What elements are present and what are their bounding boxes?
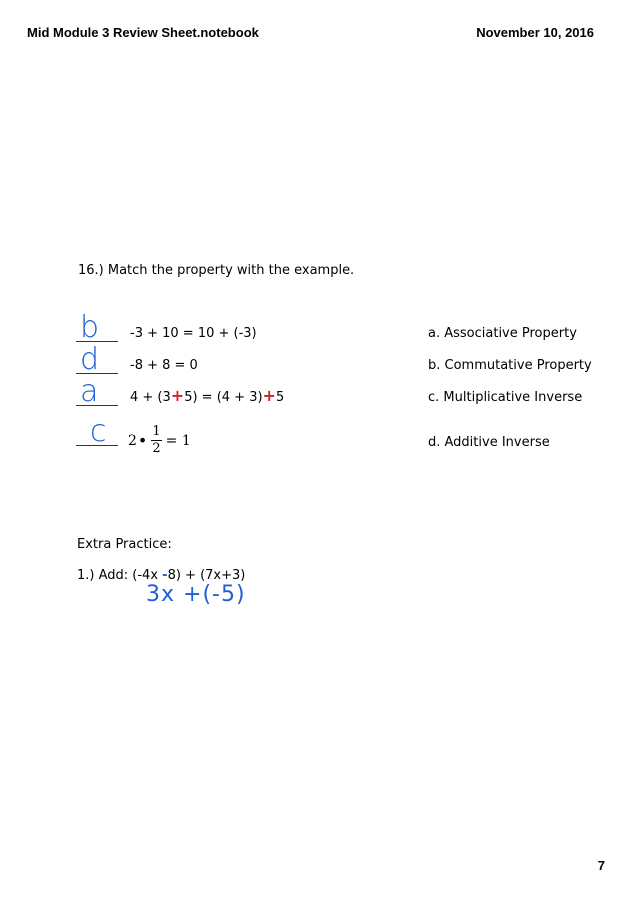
example-segment: 4 + (3 [130, 390, 171, 405]
dot-operator: • [137, 431, 148, 450]
example-text: -8 + 8 = 0 [130, 358, 198, 373]
document-title: Mid Module 3 Review Sheet.notebook [27, 25, 259, 40]
match-row [76, 342, 596, 377]
property-option: c. Multiplicative Inverse [428, 390, 583, 405]
handwritten-solution: 3x +(-5) [146, 582, 246, 607]
property-option: a. Associative Property [428, 326, 577, 341]
example-segment: 5) = (4 + 3) [184, 390, 263, 405]
match-row [76, 374, 596, 409]
question-prompt: 16.) Match the property with the example. [78, 263, 355, 278]
handwritten-answer: b [80, 310, 100, 345]
property-option: d. Additive Inverse [428, 435, 550, 450]
fraction-numerator: 1 [152, 424, 161, 439]
match-row [76, 310, 596, 345]
handwritten-answer: a [80, 374, 99, 409]
expr-tail: = 1 [165, 432, 191, 449]
document-date: November 10, 2016 [476, 25, 594, 40]
practice-problem [77, 568, 245, 583]
example-segment: 5 [275, 390, 285, 405]
property-option: b. Commutative Property [428, 358, 592, 373]
handwritten-minus: - [162, 568, 168, 583]
page-number: 7 [597, 858, 605, 873]
handwritten-answer: c [90, 414, 107, 449]
fraction [151, 425, 161, 456]
example-text [130, 386, 284, 405]
fraction-denominator: 2 [152, 441, 161, 456]
expr-lead: 2 [128, 432, 137, 449]
extra-practice-title: Extra Practice: [77, 537, 172, 552]
problem-segment: 8) + (7x+3) [167, 568, 246, 583]
problem-segment: 1.) Add: (-4x [77, 568, 163, 583]
red-plus-mark: + [170, 386, 185, 405]
fraction-expression [128, 425, 191, 456]
handwritten-answer: d [80, 342, 100, 377]
example-text: -3 + 10 = 10 + (-3) [130, 326, 257, 341]
match-row [76, 414, 596, 456]
red-plus-mark: + [262, 386, 276, 405]
